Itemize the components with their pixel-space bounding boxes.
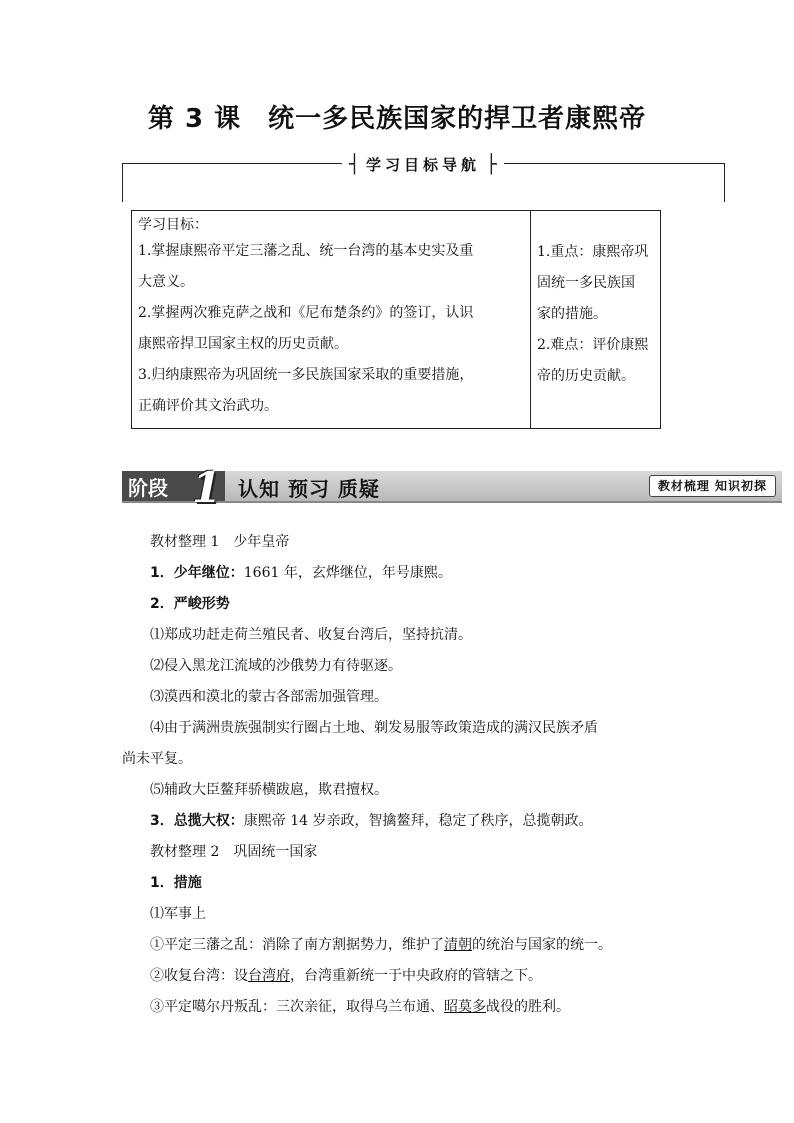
objective-line: 2.掌握两次雅克萨之战和《尼布楚条约》的签订，认识 [138, 305, 474, 321]
paragraph-lead: 1．少年继位： [150, 565, 244, 581]
underlined-answer: 昭莫多 [444, 999, 486, 1015]
section-title: 教材整理 1 少年皇帝 [150, 534, 290, 550]
text-part: ①平定三藩之乱：消除了南方割据势力，维护了 [150, 937, 444, 953]
paragraph-text: 1661 年，玄烨继位，年号康熙。 [243, 565, 452, 581]
text-part: 的统治与国家的统一。 [472, 937, 612, 953]
objectives-keypoints [531, 211, 660, 428]
stage-tag: 教材梳理 知识初探 [649, 475, 776, 497]
objective-line: 康熙帝捍卫国家主权的历史贡献。 [138, 336, 348, 352]
objective-line: 1.掌握康熙帝平定三藩之乱、统一台湾的基本史实及重 [138, 243, 474, 259]
text-part: 战役的胜利。 [486, 999, 570, 1015]
text-part: ②收复台湾：设 [150, 968, 248, 984]
paragraph [122, 930, 682, 961]
paragraph: ⑵侵入黑龙江流域的沙俄势力有待驱逐。 [150, 658, 402, 674]
keypoint-line: 家的措施。 [537, 306, 607, 322]
paragraph [122, 806, 682, 837]
content-body [122, 527, 682, 1023]
stage-label: 阶段 [122, 471, 225, 501]
paragraph [122, 558, 682, 589]
nav-bracket-left: ┤ [349, 153, 360, 175]
section-title: 教材整理 2 巩固统一国家 [150, 844, 318, 860]
objectives-table [131, 210, 661, 429]
paragraph: ⑶漠西和漠北的蒙古各部需加强管理。 [150, 689, 388, 705]
keypoint-line: 帝的历史贡献。 [537, 368, 635, 384]
paragraph [122, 961, 682, 992]
paragraph: ⑴郑成功赶走荷兰殖民者、收复台湾后，坚持抗清。 [150, 627, 472, 643]
paragraph-text: 康熙帝 14 岁亲政，智擒鳌拜，稳定了秩序，总揽朝政。 [243, 813, 593, 829]
paragraph: ⑸辅政大臣鳌拜骄横跋扈，欺君擅权。 [150, 782, 388, 798]
objectives-header: 学习目标： [138, 217, 208, 233]
paragraph-lead: 3．总揽大权： [150, 813, 244, 829]
stage-title: 认知 预习 质疑 [238, 477, 380, 501]
keypoint-line: 1.重点：康熙帝巩 [537, 244, 649, 260]
nav-bracket-right: ├ [486, 153, 497, 175]
objective-line: 3.归纳康熙帝为巩固统一多民族国家采取的重要措施， [138, 367, 474, 383]
paragraph: 2．严峻形势 [150, 596, 230, 612]
underlined-answer: 台湾府 [248, 968, 290, 984]
text-part: ，台湾重新统一于中央政府的管辖之下。 [290, 968, 542, 984]
objective-line: 正确评价其文治武功。 [138, 398, 278, 414]
paragraph: ⑷由于满洲贵族强制实行圈占土地、剃发易服等政策造成的满汉民族矛盾 [150, 720, 598, 736]
keypoint-line: 2.难点：评价康熙 [537, 337, 649, 353]
page-title: 第 3 课 统一多民族国家的捍卫者康熙帝 [147, 104, 647, 134]
text-part: ③平定噶尔丹叛乱：三次亲征，取得乌兰布通、 [150, 999, 444, 1015]
stage-banner [122, 463, 782, 512]
paragraph: 1．措施 [150, 875, 202, 891]
keypoint-line: 固统一多民族国 [537, 275, 635, 291]
stage-number: 1 [192, 463, 222, 512]
underlined-answer: 清朝 [444, 937, 472, 953]
nav-label: 学习目标导航 [365, 155, 480, 174]
objective-line: 大意义。 [138, 274, 194, 290]
paragraph: ⑴军事上 [150, 906, 206, 922]
paragraph [122, 992, 682, 1023]
paragraph-continued: 尚未平复。 [122, 751, 192, 767]
objectives-main [132, 211, 531, 428]
nav-header [342, 150, 504, 178]
